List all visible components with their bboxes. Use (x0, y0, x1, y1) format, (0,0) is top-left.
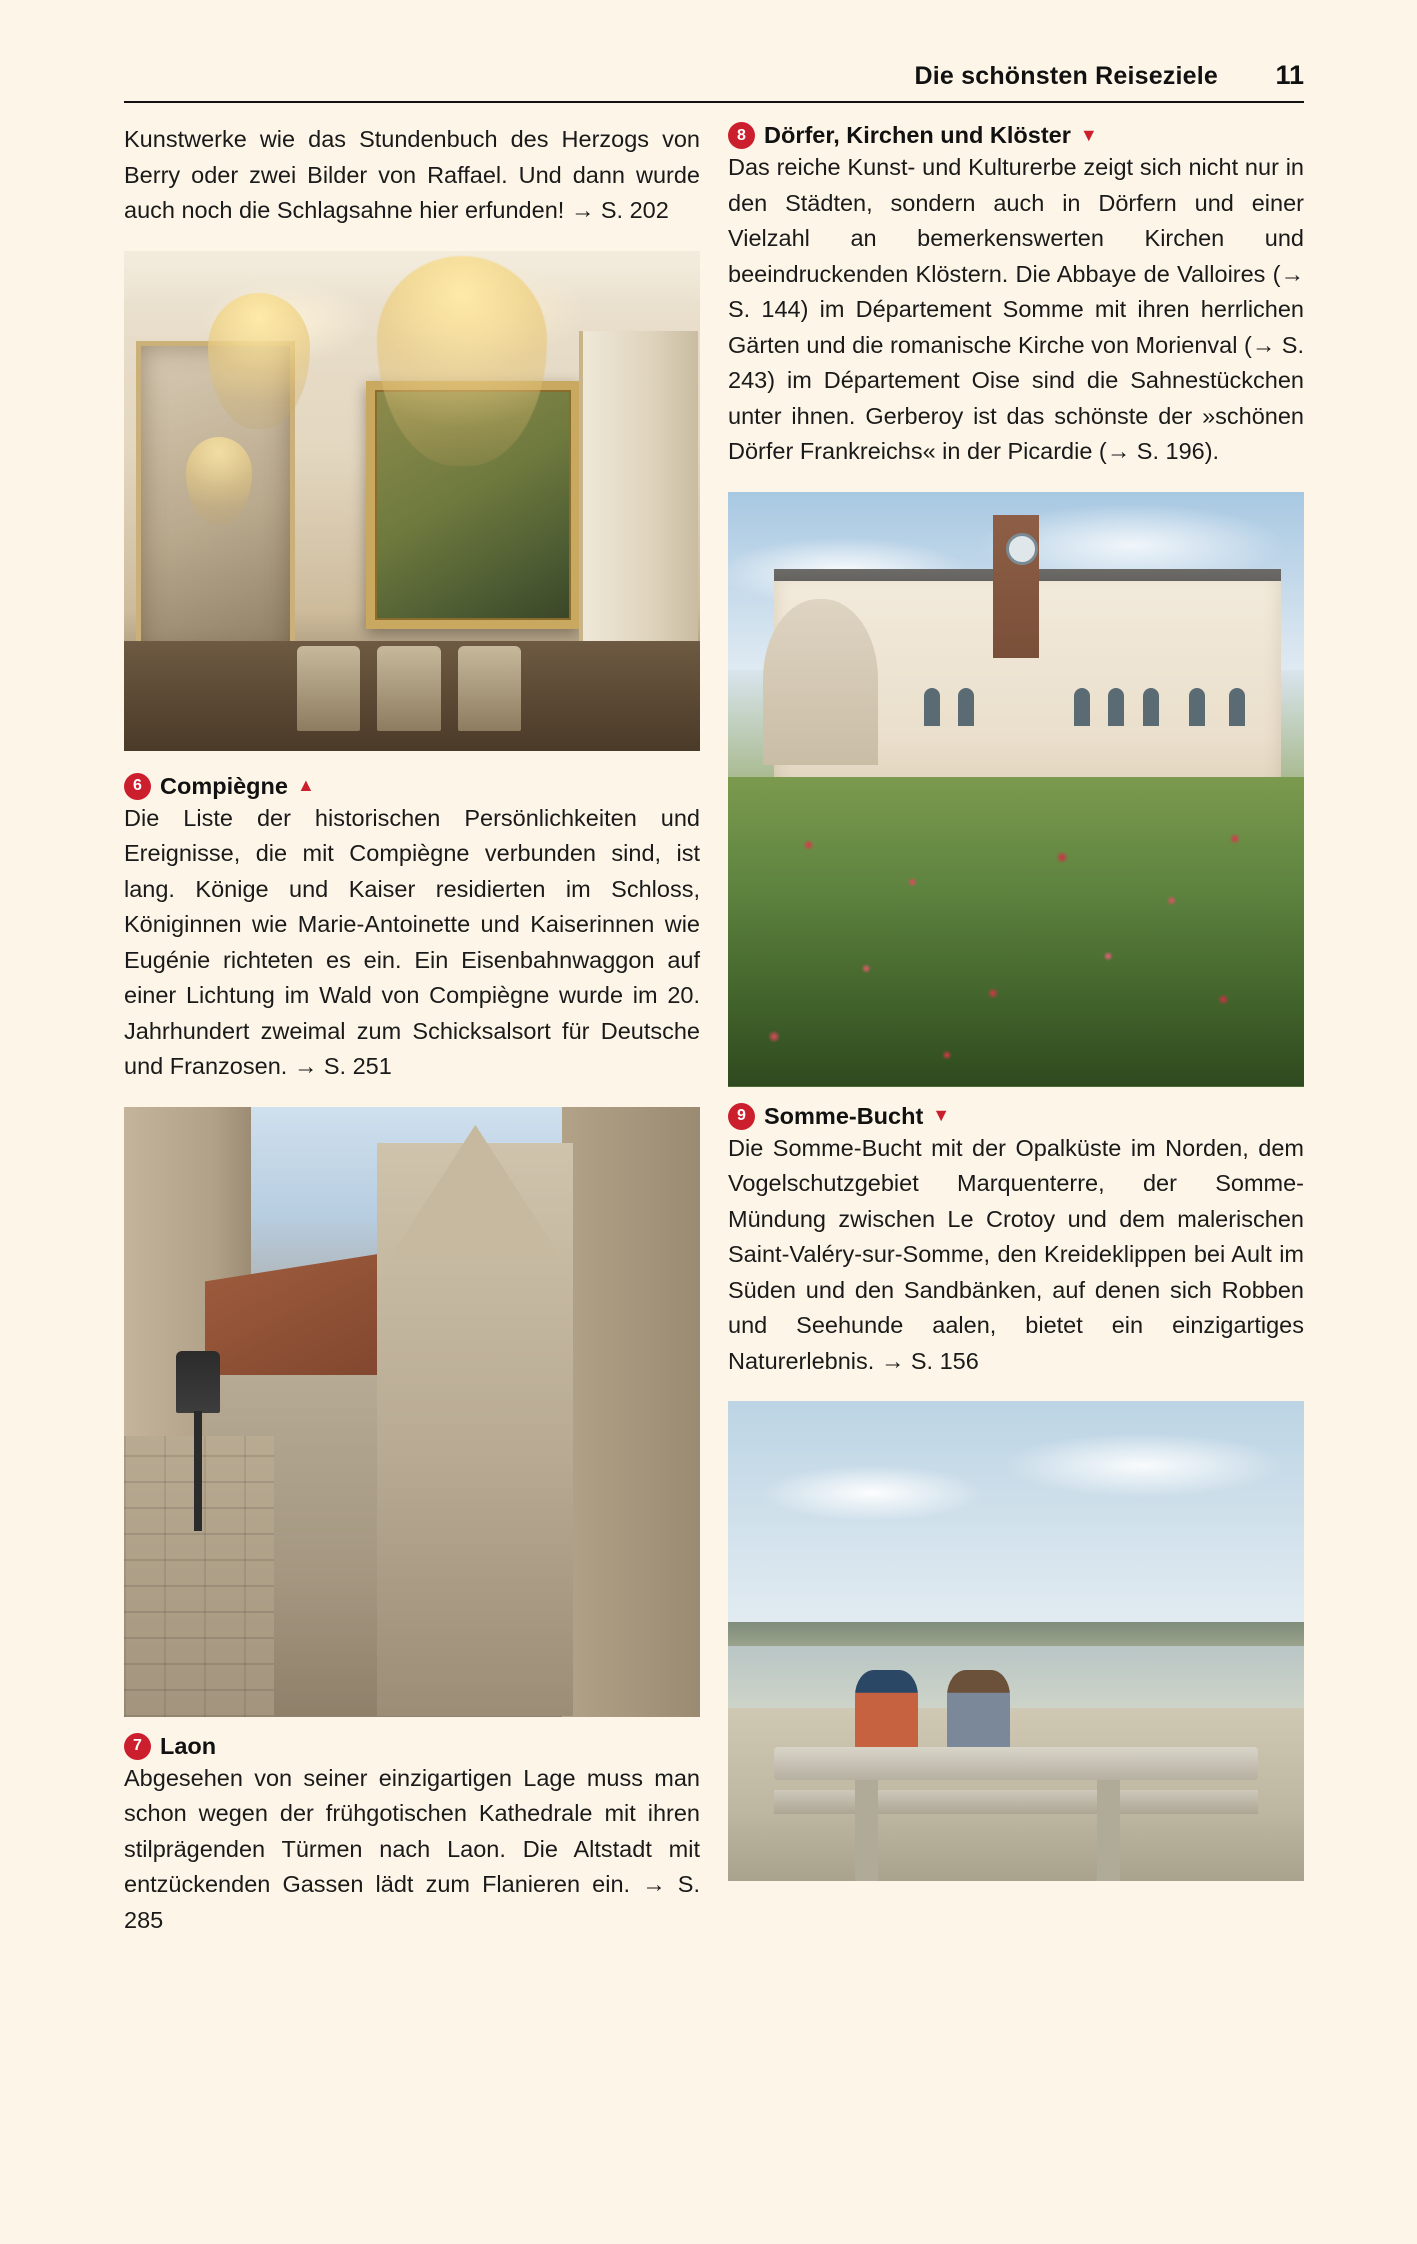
section-number-badge: 9 (728, 1103, 755, 1130)
abbey-apse (763, 599, 878, 766)
abbey-window (1074, 688, 1090, 726)
intro-paragraph: Kunstwerke wie das Stundenbuch des Herzogs von Berry oder zwei Bilder von Raffael. Und dann wurde auch noch die Schlagsahne hier erfunden! → S. 202 (124, 126, 700, 223)
section-text-somme: Die Somme-Bucht mit der Opalküste im Norden, dem Vogelschutzgebiet Marquenterre, der Somme-Mündung zwischen Le Crotoy und dem malerischen Saint-Valéry-sur-Somme, den Kreideklippen bei Ault im Süden und den Sandbänken, auf denen sich Robben und Seehunde aalen, bietet ein einzigartiges Naturerlebnis. → S. 156 (728, 1134, 1304, 1374)
page-title: Die schönsten Reiseziele (914, 62, 1218, 90)
bench-leg (855, 1780, 878, 1881)
section-heading-somme (728, 1103, 1304, 1130)
right-column (728, 122, 1304, 1881)
section-number-badge: 7 (124, 1733, 151, 1760)
clock-icon (1006, 533, 1038, 565)
abbey-window (924, 688, 940, 726)
salon-door (579, 331, 698, 691)
spacer (124, 1085, 700, 1107)
bench (774, 1747, 1258, 1781)
section-heading-doerfer (728, 122, 1304, 149)
section-text-compiegne: Die Liste der historischen Persönlichkeiten und Ereignisse, die mit Compiègne verbunden sind, ist lang. Könige und Kaiser residierten im Schloss, Königinnen wie Marie-Antoinette und Kaiserinnen wie Eugénie richteten es ein. Ein Eisenbahnwaggon auf einer Lichtung im Wald von Compiègne wurde im 20. Jahrhundert zweimal zum Schicksalsort für Deutsche und Franzosen. → S. 251 (124, 804, 700, 1079)
spacer (728, 1379, 1304, 1401)
section-title: Compiègne (160, 772, 288, 799)
salon-chair (458, 646, 521, 731)
figure-somme-bay (728, 1401, 1304, 1881)
bench-seat (774, 1790, 1258, 1814)
bay-sky (728, 1401, 1304, 1631)
abbey-window (1189, 688, 1205, 726)
bench-leg (1097, 1780, 1120, 1881)
abbey-window (1229, 688, 1245, 726)
section-title: Dörfer, Kirchen und Klöster (764, 122, 1071, 148)
left-column (124, 122, 700, 1938)
section-number-badge: 8 (728, 122, 755, 149)
page-number: 11 (1275, 60, 1304, 90)
section-heading-compiegne (124, 773, 700, 800)
triangle-down-icon: ▼ (932, 1105, 951, 1125)
bay-water (728, 1646, 1304, 1708)
section-title: Somme-Bucht (764, 1102, 924, 1129)
abbey-window (1108, 688, 1124, 726)
spacer (728, 470, 1304, 492)
chandelier-icon (186, 437, 252, 525)
figure-salon-interior (124, 251, 700, 751)
page-header (124, 60, 1304, 91)
triangle-down-icon: ▼ (1079, 124, 1098, 145)
header-divider (124, 101, 1304, 103)
laon-right-wall (562, 1107, 700, 1717)
figure-abbaye-valloires (728, 492, 1304, 1087)
street-lamp-icon (176, 1351, 220, 1413)
section-text-laon: Abgesehen von seiner einzigartigen Lage muss man schon wegen der frühgotischen Kathedrale mit ihren stilprägenden Türmen nach Laon. Die Altstadt mit entzückenden Gassen lädt zum Flanieren ein. → S. 285 (124, 1764, 700, 1933)
person-figure (855, 1670, 918, 1756)
triangle-up-icon: ▲ (296, 775, 315, 795)
abbey-window (958, 688, 974, 726)
bay-shoreline (728, 1622, 1304, 1646)
rose-garden (728, 777, 1304, 1086)
section-heading-laon (124, 1733, 700, 1760)
spacer (124, 229, 700, 251)
section-text-doerfer: Das reiche Kunst- und Kulturerbe zeigt sich nicht nur in den Städten, sondern auch in Dörfern und einer Vielzahl an bemerkenswerten Kirchen und beeindruckenden Klöstern. Die Abbaye de Valloires (→ S. 144) im Département Somme mit ihren herrlichen Gärten und die romanische Kirche von Morienval (→ S. 243) im Département Oise sind die Sahnestückchen unter ihnen. Gerberoy ist das schönste der »schönen Dörfer Frankreichs« in der Picardie (→ S. 196). (728, 154, 1305, 464)
salon-chair (377, 646, 440, 731)
person-figure (947, 1670, 1010, 1756)
section-title: Laon (160, 1732, 217, 1759)
figure-laon-cathedral (124, 1107, 700, 1717)
section-number-badge: 6 (124, 773, 151, 800)
spacer (124, 1717, 700, 1733)
spacer (728, 1087, 1304, 1103)
salon-chair (297, 646, 360, 731)
spacer (124, 751, 700, 773)
abbey-window (1143, 688, 1159, 726)
